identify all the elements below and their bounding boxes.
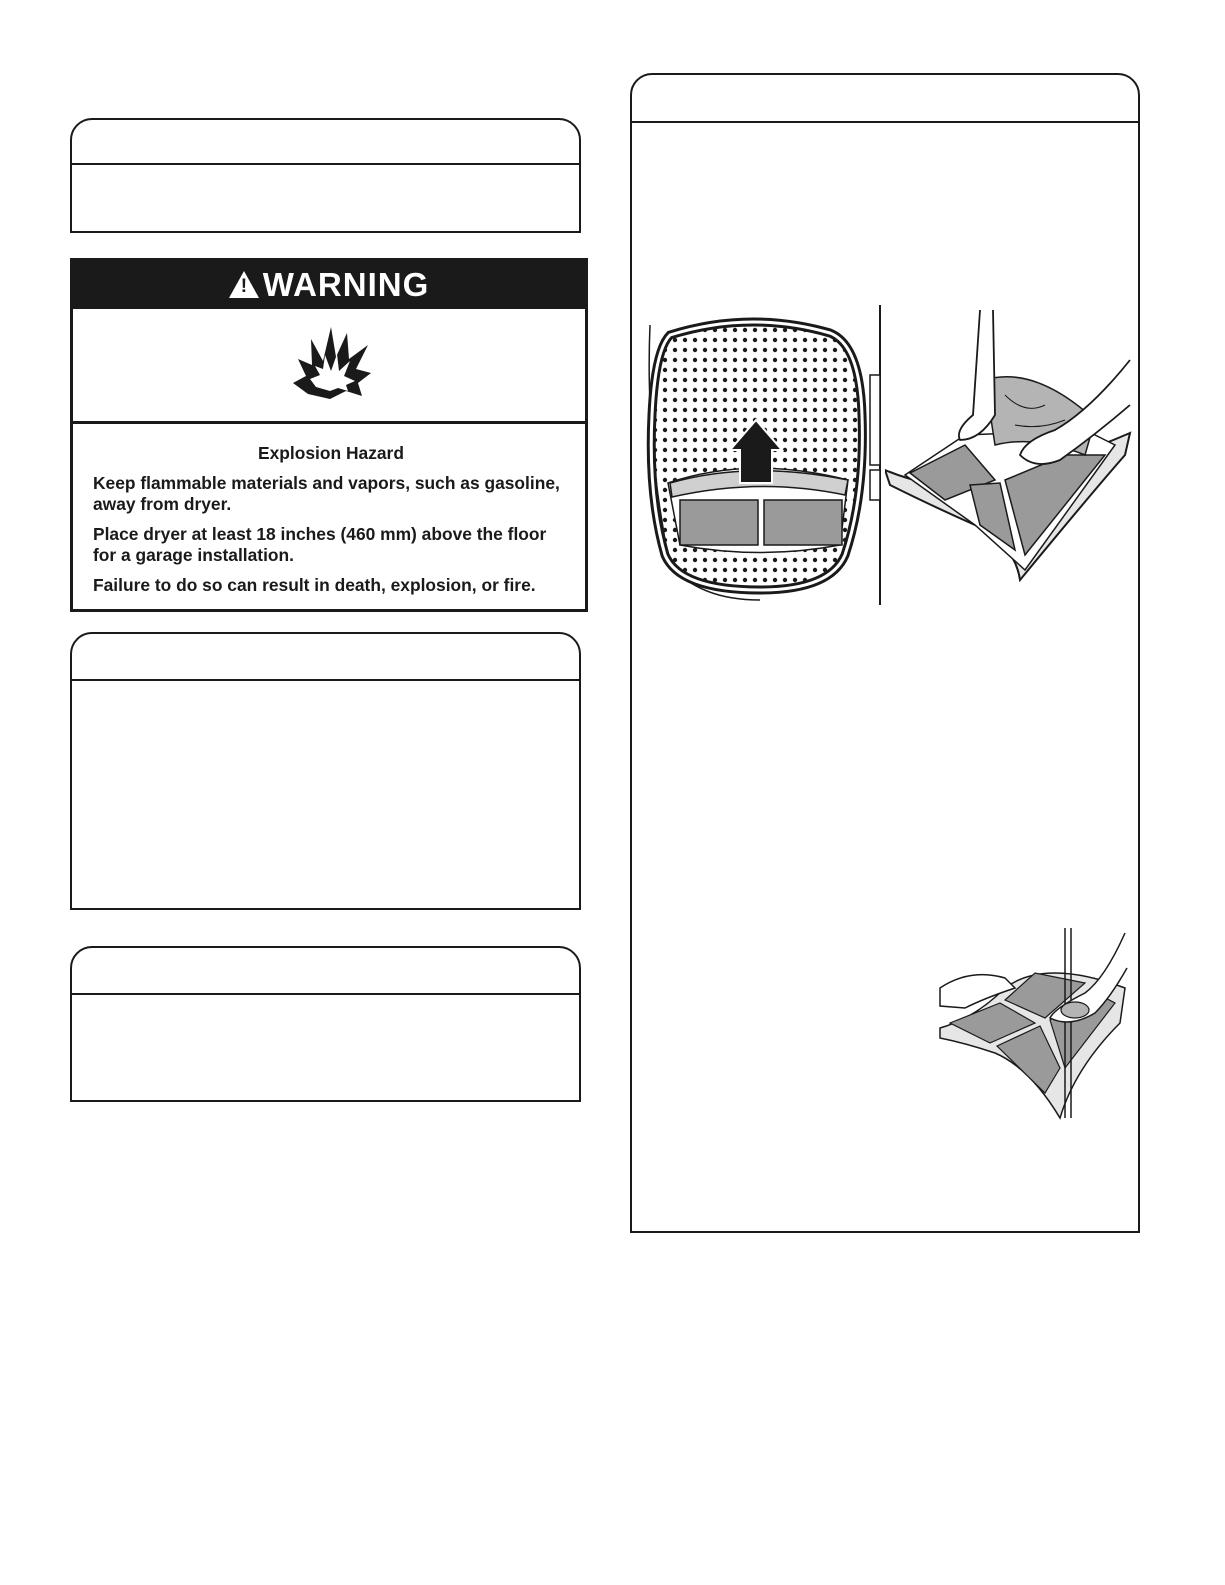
info-box-3 (70, 946, 581, 1102)
alert-triangle-icon: ! (229, 271, 259, 298)
info-box-2 (70, 632, 581, 910)
info-box-3-header (72, 948, 579, 995)
warning-block (70, 258, 588, 612)
info-box-2-header (72, 634, 579, 681)
warning-text (93, 443, 569, 605)
lint-filter-cleaning-illustration (935, 928, 1130, 1123)
warning-line-3: Failure to do so can result in death, explosion, or fire. (93, 575, 536, 595)
warning-header (73, 261, 585, 309)
info-box-1 (70, 118, 581, 233)
explosion-icon (288, 321, 373, 406)
dryer-drum-illustration (640, 305, 890, 605)
warning-signal-word: WARNING (262, 266, 430, 303)
lint-filter-open-illustration (885, 305, 1135, 585)
warning-symbol-area (73, 309, 585, 424)
hazard-title: Explosion Hazard (258, 443, 404, 463)
info-box-1-header (72, 120, 579, 165)
warning-line-1: Keep flammable materials and vapors, such as gasoline, away from dryer. (93, 473, 560, 514)
lint-filter-box-header (632, 75, 1138, 123)
warning-line-2: Place dryer at least 18 inches (460 mm) above the floor for a garage installation. (93, 524, 547, 565)
